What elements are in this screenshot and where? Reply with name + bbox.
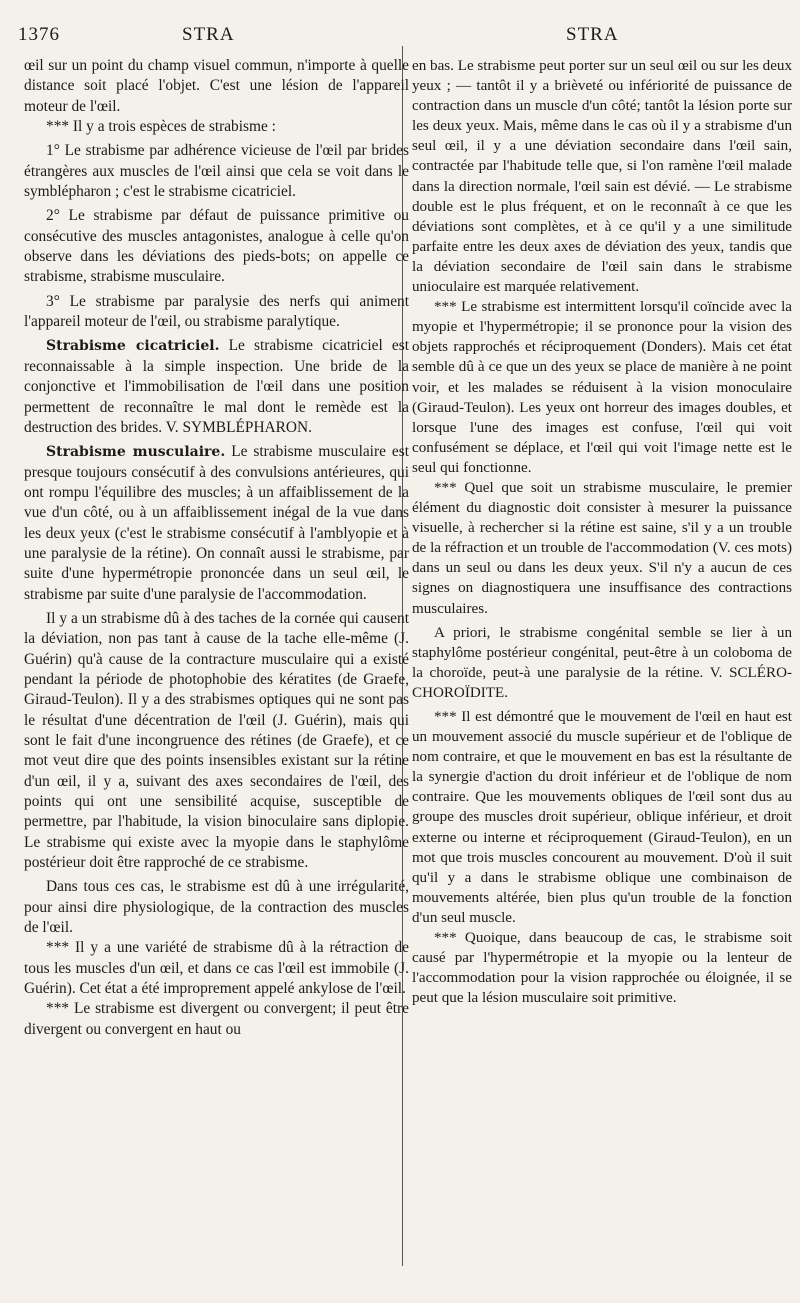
paragraph: 2° Le strabisme par défaut de puissance primitive ou consécutive des muscles antagonistes, analogue à celle qu'on observe dans les déviations des pieds-bots; on appelle ce strabisme, strabisme musculaire. — [24, 207, 409, 286]
entry-term: Strabisme cicatriciel. — [46, 338, 220, 355]
entry-paragraph: Strabisme musculaire. Le strabisme musculaire est presque toujours consécutif à des convulsions antérieures, qui ont rompu l'équilibre des muscles; à un affaiblissement de la vue d'un côté, ou à un affaiblissement inégal de la vue dans les deux yeux (c'est le strabisme consécutif à l'amblyopie et à une paralysie de la rétine). On connaît aussi le strabisme, par suite d'une hypermétropie prononcée dans un seul œil, le strabisme par suite d'une paralysie de l'accommodation. — [24, 443, 409, 603]
right-column — [412, 56, 792, 1008]
running-header — [0, 24, 800, 54]
page-number: 1376 — [18, 24, 60, 45]
header-word-right: STRA — [566, 24, 619, 45]
paragraph: 3° Le strabisme par paralysie des nerfs qui animent l'appareil moteur de l'œil, ou strabisme paralytique. — [24, 292, 409, 331]
paragraph: Dans tous ces cas, le strabisme est dû à une irrégularité, pour ainsi dire physiologique, de la contraction des muscles de l'œil. — [24, 878, 409, 937]
paragraph: *** Il est démontré que le mouvement de l'œil en haut est un mouvement associé du muscle supérieur et de l'oblique de nom contraire, et que le mouvement en bas est la résultante de la synergie d'action du droit inférieur et de l'oblique de nom contraire. Que les mouvements obliques de l'œil sont dus au groupe des muscles droit supérieur, oblique inférieur, et droit externe ou interne et réciproquement (Giraud-Teulon), en un mot que trois muscles concourent au mouvement. D'où il suit qu'il y a dans le strabisme oblique une combinaison de mouvements altérée, bien plus qu'un trouble de la fonction d'un seul muscle. — [412, 709, 792, 926]
paragraph: en bas. Le strabisme peut porter sur un seul œil ou sur les deux yeux ; — tantôt il y a brièveté ou infériorité de puissance de contraction dans un muscle d'un côté; tantôt la lésion porte sur les deux yeux. Mais, même dans le cas où il y a strabisme d'un seul œil, il y a une déviation secondaire dans l'œil sain, contractée par l'habitude telle que, si l'on ramène l'œil malade dans la direction normale, l'œil sain est dévié. — Le strabisme double est le plus fréquent, et on le reconnaît à ce que les déviations sont complètes, et à ce qu'il y a une similitude parfaite entre les deux axes de déviation des yeux, tandis que la déviation secondaire de l'œil sain dans le strabisme unioculaire est marquée relativement. — [412, 58, 792, 296]
entry-paragraph: Strabisme cicatriciel. Le strabisme cicatriciel est reconnaissable à la simple inspection. Une bride de la conjonctive et l'immobilisation de l'œil dans une position permettent de reconnaître le mal dont le remède est la destruction des brides. V. SYMBLÉPHARON. — [24, 337, 409, 436]
paragraph: *** Quel que soit un strabisme musculaire, le premier élément du diagnostic doit consister à mesurer la puissance visuelle, à rechercher si la rétine est saine, s'il y a un trouble de la réfraction et un trouble de l'accommodation (V. ces mots) dans un seul ou dans les deux yeux. S'il n'y a aucun de ces signes on diagnostiquera une insuffisance des contractions musculaires. — [412, 479, 792, 617]
paragraph: *** Le strabisme est divergent ou convergent; il peut être divergent ou convergent en haut ou — [24, 1000, 409, 1038]
paragraph: *** Le strabisme est intermittent lorsqu'il coïncide avec la myopie et l'hypermétropie; il se prononce pour la vision des objets rapprochés et réciproquement (Donders). Mais cet état semble dû à ce que un des yeux se place de manière à ne point voir, et les malades se réduisent à la vision monoculaire (Giraud-Teulon). Les yeux ont horreur des images doubles, et lorsque l'une des images est confuse, l'œil qui voit confusément se déplace, et l'œil qui voit l'image nette est le seul qui fonctionne. — [412, 299, 792, 476]
paragraph: 1° Le strabisme par adhérence vicieuse de l'œil par brides étrangères aux muscles de l'œil ainsi que cela se voit dans le symblépharon ; c'est le strabisme cicatriciel. — [24, 142, 409, 201]
paragraph: *** Il y a trois espèces de strabisme : — [46, 118, 276, 136]
entry-term: Strabisme musculaire. — [46, 444, 226, 461]
paragraph: œil sur un point du champ visuel commun, n'importe à quelle distance soit placé l'objet. C'est une lésion de l'appareil moteur de l'œil. — [24, 57, 409, 115]
paragraph: Il y a un strabisme dû à des taches de la cornée qui causent la déviation, non pas tant à cause de la tache elle-même (J. Guérin) qu'à cause de la contracture musculaire qui a existé pendant la période de photophobie des kératites (de Graefe, Giraud-Teulon). Il y a des strabismes optiques qui ne sont pas le résultat d'une décentration de l'œil (J. Guérin), mais qui sont le fait d'une incongruence des rétines (de Graefe), et ce mot veut dire que des points insensibles existant sur la rétine d'un œil, il y a, suivant des axes secondaires de l'œil, des points qui ont une sensibilité acquise, susceptible de permettre, par l'habitude, la vision binoculaire sans diplopie. Le strabisme qui existe avec la myopie dans le staphylôme postérieur doit être rapproché de ce strabisme. — [24, 609, 409, 872]
paragraph: *** Il y a une variété de strabisme dû à la rétraction de tous les muscles d'un œil, et dans ce cas l'œil est immobile (J. Guérin). Cet état a été improprement appelé ankylose de l'œil. — [24, 939, 409, 998]
header-word-left: STRA — [182, 24, 235, 45]
paragraph: A priori, le strabisme congénital semble se lier à un staphylôme postérieur congénital, peut-être à un coloboma de la choroïde, peut-à une paralysie de la rétine. V. SCLÉRO-CHOROÏDITE. — [412, 624, 792, 701]
left-column — [24, 56, 409, 1040]
paragraph: *** Quoique, dans beaucoup de cas, le strabisme soit causé par l'hypermétropie et la myopie ou la lenteur de l'accommodation pour la vision rapprochée ou éloignée, il se peut que la lésion musculaire soit primitive. — [412, 930, 792, 1007]
